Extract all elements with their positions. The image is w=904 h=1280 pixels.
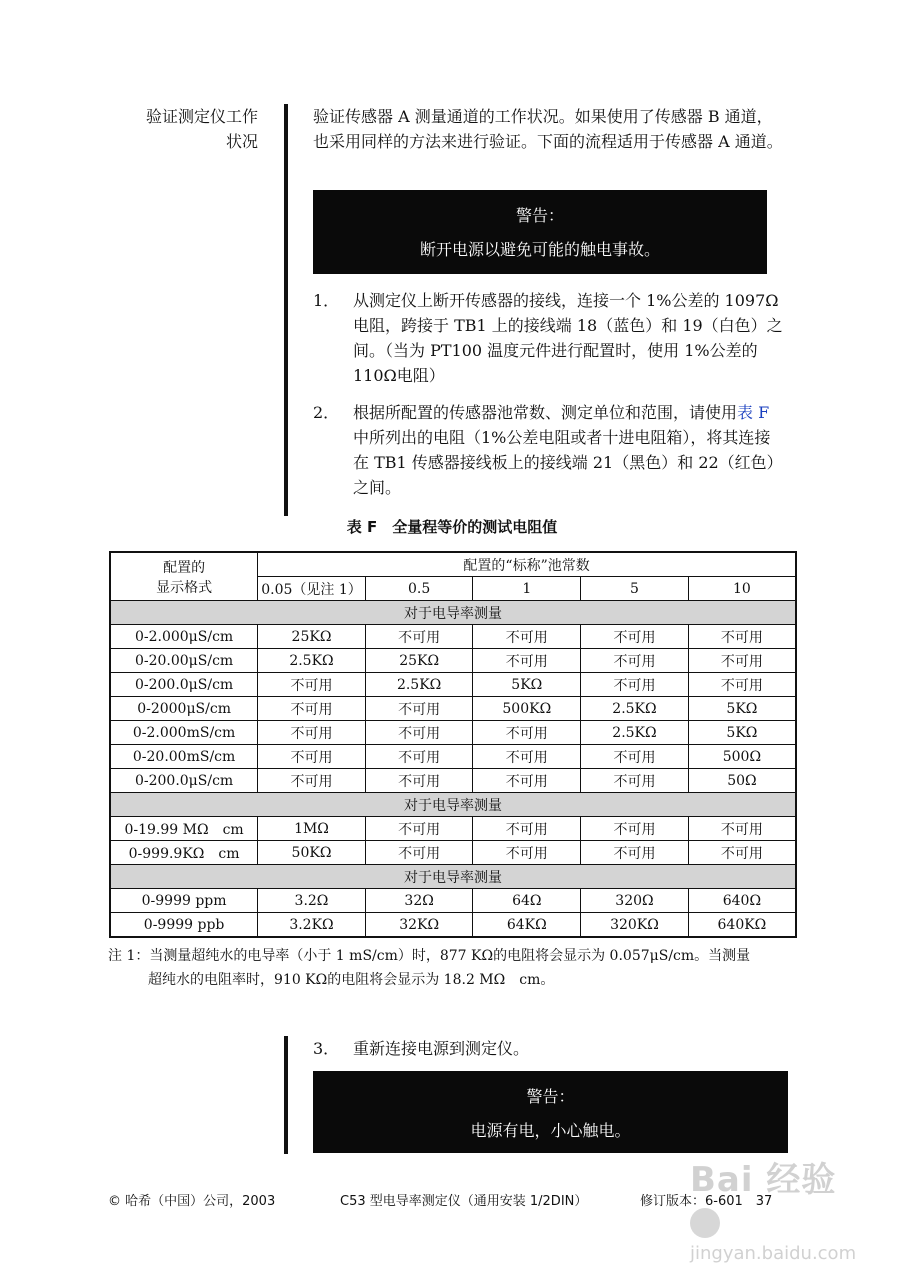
resistor-value-cell: 50KΩ [258, 841, 366, 865]
resistor-value-cell: 500Ω [688, 745, 796, 769]
resistor-value-cell: 不可用 [581, 625, 689, 649]
procedure-steps [313, 288, 783, 512]
resistor-value-cell: 不可用 [473, 649, 581, 673]
resistor-value-cell: 不可用 [581, 745, 689, 769]
resistor-value-cell: 不可用 [688, 649, 796, 673]
resistor-value-cell: 2.5KΩ [581, 721, 689, 745]
warning-box-2 [313, 1071, 788, 1153]
resistor-value-cell: 不可用 [473, 769, 581, 793]
resistor-value-cell: 不可用 [688, 841, 796, 865]
display-format-cell: 0-2.000μS/cm [110, 625, 258, 649]
resistor-value-cell: 64KΩ [473, 913, 581, 938]
step-1 [313, 288, 783, 388]
display-format-cell: 0-2000μS/cm [110, 697, 258, 721]
watermark-logo-text: Bai 经验 [690, 1160, 837, 1200]
warning-title: 警告： [526, 1087, 575, 1106]
resistor-value-cell: 不可用 [581, 817, 689, 841]
header-line: 显示格式 [156, 579, 213, 596]
resistor-value-cell: 不可用 [581, 673, 689, 697]
table-row [110, 745, 796, 769]
column-header: 1 [473, 577, 581, 601]
resistor-value-cell: 不可用 [365, 721, 473, 745]
resistor-value-cell: 50Ω [688, 769, 796, 793]
cell-constant-group-header: 配置的“标称”池常数 [258, 552, 796, 577]
footer-revision: 修订版本：6-601 37 [640, 1194, 773, 1209]
resistor-value-cell: 5KΩ [688, 721, 796, 745]
resistor-value-cell: 不可用 [473, 625, 581, 649]
column-header: 5 [581, 577, 689, 601]
resistor-value-cell: 32KΩ [365, 913, 473, 938]
resistor-value-cell: 2.5KΩ [581, 697, 689, 721]
table-row [110, 913, 796, 938]
watermark-site: jingyan.baidu.com [690, 1243, 857, 1264]
display-format-cell: 0-999.9KΩ cm [110, 841, 258, 865]
resistor-value-cell: 500KΩ [473, 697, 581, 721]
resistor-value-cell: 不可用 [688, 625, 796, 649]
resistor-value-cell: 不可用 [258, 697, 366, 721]
table-caption: 表 F 全量程等价的测试电阻值 [346, 518, 558, 536]
step-text-post: 中所列出的电阻（1%公差电阻或者十进电阻箱），将其连接在 TB1 传感器接线板上的接线端 21（黑色）和 22（红色）之间。 [353, 428, 783, 497]
resistor-value-cell: 不可用 [688, 817, 796, 841]
footnote-line-2: 超纯水的电阻率时，910 KΩ的电阻将会显示为 18.2 MΩ cm。 [148, 972, 555, 988]
resistor-value-cell: 不可用 [473, 721, 581, 745]
side-heading-line-1: 验证测定仪工作 [145, 107, 258, 126]
paw-icon [690, 1208, 720, 1238]
footer-manual-title: C53 型电导率测定仪（通用安装 1/2DIN） [340, 1194, 588, 1209]
display-format-cell: 0-20.00μS/cm [110, 649, 258, 673]
resistor-value-cell: 不可用 [365, 841, 473, 865]
resistor-value-cell: 不可用 [473, 745, 581, 769]
table-row [110, 721, 796, 745]
watermark-logo [690, 1152, 860, 1241]
section-row [110, 793, 796, 817]
section-rule-bottom [284, 1036, 288, 1154]
warning-box-1 [313, 190, 767, 274]
column-header: 0.5 [365, 577, 473, 601]
step-3 [313, 1036, 783, 1061]
display-format-cell: 0-2.000mS/cm [110, 721, 258, 745]
section-row [110, 865, 796, 889]
resistor-value-cell: 64Ω [473, 889, 581, 913]
step-2 [313, 400, 783, 500]
resistor-value-cell: 3.2KΩ [258, 913, 366, 938]
display-format-cell: 0-9999 ppb [110, 913, 258, 938]
resistor-value-cell: 32Ω [365, 889, 473, 913]
warning-title: 警告： [515, 206, 564, 225]
warning-text: 断开电源以避免可能的触电事故。 [419, 240, 660, 259]
step-text: 重新连接电源到测定仪。 [353, 1039, 530, 1058]
procedure-steps-continued [313, 1036, 783, 1073]
step-text-pre: 根据所配置的传感器池常数、测定单位和范围，请使用 [353, 403, 738, 422]
section-title: 对于电导率测量 [110, 793, 796, 817]
section-title: 对于电导率测量 [110, 601, 796, 625]
table-f-link[interactable]: 表 F [737, 403, 770, 422]
resistor-value-cell: 不可用 [688, 673, 796, 697]
resistor-value-cell: 25KΩ [365, 649, 473, 673]
side-heading-line-2: 状况 [225, 132, 258, 151]
resistor-value-cell: 不可用 [581, 769, 689, 793]
test-resistor-table [109, 551, 797, 938]
table-row [110, 769, 796, 793]
table-row [110, 625, 796, 649]
display-format-cell: 0-20.00mS/cm [110, 745, 258, 769]
column-header: 10 [688, 577, 796, 601]
display-format-cell: 0-19.99 MΩ cm [110, 817, 258, 841]
table-row [110, 817, 796, 841]
table-row [110, 697, 796, 721]
table-row [110, 841, 796, 865]
resistor-value-cell: 不可用 [258, 769, 366, 793]
resistor-value-cell: 不可用 [365, 769, 473, 793]
step-number: 1． [313, 291, 340, 310]
config-format-header [110, 552, 258, 601]
display-format-cell: 0-9999 ppm [110, 889, 258, 913]
resistor-value-cell: 640Ω [688, 889, 796, 913]
step-number: 3． [313, 1039, 340, 1058]
resistor-value-cell: 3.2Ω [258, 889, 366, 913]
display-format-cell: 0-200.0μS/cm [110, 673, 258, 697]
side-heading [118, 104, 258, 154]
step-number: 2． [313, 403, 340, 422]
resistor-value-cell: 不可用 [258, 745, 366, 769]
intro-paragraph: 验证传感器 A 测量通道的工作状况。如果使用了传感器 B 通道，也采用同样的方法来进行验证。下面的流程适用于传感器 A 通道。 [313, 107, 783, 151]
resistor-value-cell: 不可用 [581, 841, 689, 865]
warning-text: 电源有电，小心触电。 [470, 1121, 631, 1140]
resistor-value-cell: 320Ω [581, 889, 689, 913]
resistor-value-cell: 不可用 [365, 817, 473, 841]
column-header: 0.05（见注 1） [258, 577, 366, 601]
table-row [110, 673, 796, 697]
resistor-value-cell: 5KΩ [688, 697, 796, 721]
table-header-row [110, 552, 796, 577]
resistor-value-cell: 640KΩ [688, 913, 796, 938]
resistor-value-cell: 不可用 [473, 841, 581, 865]
display-format-cell: 0-200.0μS/cm [110, 769, 258, 793]
resistor-value-cell: 不可用 [258, 721, 366, 745]
resistor-value-cell: 5KΩ [473, 673, 581, 697]
resistor-value-cell: 1MΩ [258, 817, 366, 841]
resistor-value-cell: 不可用 [365, 745, 473, 769]
section-row [110, 601, 796, 625]
resistor-value-cell: 25KΩ [258, 625, 366, 649]
baidu-watermark [690, 1152, 860, 1262]
table-row [110, 889, 796, 913]
resistor-value-cell: 320KΩ [581, 913, 689, 938]
table-row [110, 649, 796, 673]
header-line: 配置的 [163, 559, 206, 576]
resistor-value-cell: 2.5KΩ [365, 673, 473, 697]
resistor-value-cell: 不可用 [258, 673, 366, 697]
resistor-value-cell: 不可用 [581, 649, 689, 673]
resistor-value-cell: 不可用 [365, 625, 473, 649]
step-text: 从测定仪上断开传感器的接线，连接一个 1%公差的 1097Ω电阻，跨接于 TB1 上的接线端 18（蓝色）和 19（白色）之间。（当为 PT100 温度元件进行配置时，使用 1%公差的 110Ω电阻） [353, 291, 783, 385]
footer-copyright: © 哈希（中国）公司，2003 [108, 1194, 276, 1209]
footnote [108, 944, 808, 992]
resistor-value-cell: 2.5KΩ [258, 649, 366, 673]
footnote-line-1: 注 1：当测量超纯水的电导率（小于 1 mS/cm）时，877 KΩ的电阻将会显示为 0.057μS/cm。当测量 [108, 948, 751, 964]
resistor-value-cell: 不可用 [473, 817, 581, 841]
resistor-value-cell: 不可用 [365, 697, 473, 721]
step-text [353, 400, 783, 500]
section-title: 对于电导率测量 [110, 865, 796, 889]
section-rule-top [284, 104, 288, 516]
